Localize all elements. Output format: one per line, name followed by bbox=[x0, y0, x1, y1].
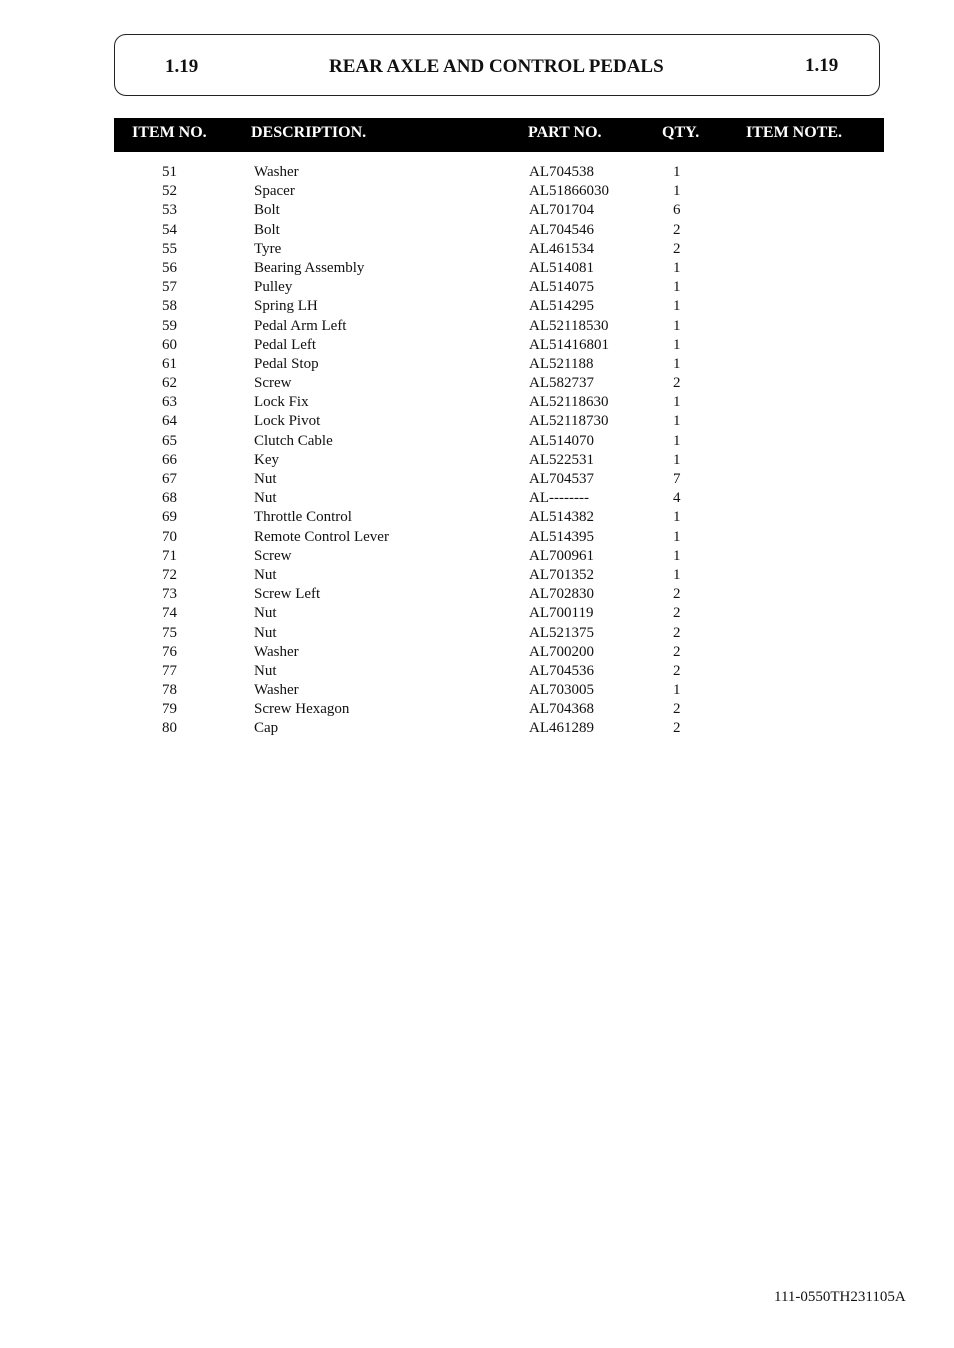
part-number: AL704536 bbox=[529, 662, 594, 679]
part-number: AL700961 bbox=[529, 547, 594, 564]
table-row bbox=[0, 336, 954, 355]
quantity: 1 bbox=[673, 336, 681, 353]
item-number: 65 bbox=[162, 432, 177, 449]
description: Spacer bbox=[254, 183, 295, 200]
quantity: 2 bbox=[673, 701, 681, 718]
item-number: 73 bbox=[162, 586, 177, 603]
item-number: 51 bbox=[162, 164, 177, 180]
part-number: AL51416801 bbox=[529, 336, 609, 353]
quantity: 1 bbox=[673, 279, 681, 296]
table-row bbox=[0, 566, 954, 585]
description: Nut bbox=[254, 662, 277, 679]
table-row bbox=[0, 182, 954, 201]
table-row bbox=[0, 528, 954, 547]
quantity: 2 bbox=[673, 643, 681, 660]
table-row bbox=[0, 719, 954, 738]
part-number: AL582737 bbox=[529, 375, 594, 392]
description: Remote Control Lever bbox=[254, 528, 389, 545]
description: Screw Hexagon bbox=[254, 701, 350, 718]
part-number: AL461289 bbox=[529, 720, 594, 737]
part-number: AL700119 bbox=[529, 605, 594, 622]
part-number: AL522531 bbox=[529, 451, 594, 468]
quantity: 1 bbox=[673, 682, 681, 699]
item-number: 63 bbox=[162, 394, 177, 411]
item-number: 64 bbox=[162, 413, 177, 430]
quantity: 2 bbox=[673, 662, 681, 679]
table-row bbox=[0, 604, 954, 623]
item-number: 71 bbox=[162, 547, 177, 564]
part-number: AL703005 bbox=[529, 682, 594, 699]
description: Washer bbox=[254, 164, 299, 180]
item-number: 55 bbox=[162, 240, 177, 257]
item-number: 77 bbox=[162, 662, 177, 679]
description: Nut bbox=[254, 605, 277, 622]
quantity: 2 bbox=[673, 624, 681, 641]
quantity: 2 bbox=[673, 720, 681, 737]
quantity: 1 bbox=[673, 355, 681, 372]
table-row bbox=[0, 163, 954, 182]
table-row bbox=[0, 278, 954, 297]
description: Nut bbox=[254, 471, 277, 487]
item-number: 61 bbox=[162, 355, 177, 372]
description: Bearing Assembly bbox=[254, 259, 365, 276]
parts-table-header bbox=[114, 118, 884, 152]
quantity: 1 bbox=[673, 259, 681, 276]
table-row bbox=[0, 643, 954, 662]
description: Lock Pivot bbox=[254, 413, 321, 430]
item-number: 52 bbox=[162, 183, 177, 200]
item-number: 75 bbox=[162, 624, 177, 641]
quantity: 1 bbox=[673, 451, 681, 468]
quantity: 1 bbox=[673, 394, 681, 411]
part-number: AL51866030 bbox=[529, 183, 609, 200]
quantity: 1 bbox=[673, 164, 681, 180]
quantity: 2 bbox=[673, 221, 681, 238]
description: Nut bbox=[254, 624, 277, 641]
part-number: AL514395 bbox=[529, 528, 594, 545]
item-number: 74 bbox=[162, 605, 177, 622]
item-number: 60 bbox=[162, 336, 177, 353]
part-number: AL704368 bbox=[529, 701, 594, 718]
table-row bbox=[0, 681, 954, 700]
quantity: 2 bbox=[673, 586, 681, 603]
description: Spring LH bbox=[254, 298, 318, 315]
quantity: 1 bbox=[673, 183, 681, 200]
quantity: 1 bbox=[673, 528, 681, 545]
quantity: 1 bbox=[673, 509, 681, 526]
table-row bbox=[0, 547, 954, 566]
quantity: 7 bbox=[673, 471, 681, 487]
table-row bbox=[0, 700, 954, 719]
item-number: 58 bbox=[162, 298, 177, 315]
quantity: 1 bbox=[673, 298, 681, 315]
quantity: 4 bbox=[673, 490, 681, 507]
part-number: AL514081 bbox=[529, 259, 594, 276]
part-number: AL702830 bbox=[529, 586, 594, 603]
part-number: AL52118530 bbox=[529, 317, 609, 334]
table-row bbox=[0, 393, 954, 412]
part-number: AL-------- bbox=[529, 490, 589, 507]
quantity: 1 bbox=[673, 566, 681, 583]
quantity: 1 bbox=[673, 432, 681, 449]
quantity: 6 bbox=[673, 202, 681, 219]
part-number: AL461534 bbox=[529, 240, 594, 257]
description: Screw Left bbox=[254, 586, 321, 603]
table-row bbox=[0, 297, 954, 316]
quantity: 1 bbox=[673, 413, 681, 430]
quantity: 2 bbox=[673, 375, 681, 392]
part-number: AL701352 bbox=[529, 566, 594, 583]
quantity: 2 bbox=[673, 605, 681, 622]
column-header-item-note: ITEM NOTE. bbox=[746, 124, 843, 141]
description: Pulley bbox=[254, 279, 293, 296]
column-header-qty: QTY. bbox=[662, 124, 700, 141]
item-number: 69 bbox=[162, 509, 177, 526]
item-number: 76 bbox=[162, 643, 177, 660]
description: Washer bbox=[254, 643, 299, 660]
column-header-part-no: PART NO. bbox=[528, 124, 602, 141]
description: Nut bbox=[254, 490, 277, 507]
part-number: AL514070 bbox=[529, 432, 594, 449]
column-header-description: DESCRIPTION. bbox=[251, 124, 367, 141]
description: Clutch Cable bbox=[254, 432, 333, 449]
description: Bolt bbox=[254, 202, 280, 219]
part-number: AL521375 bbox=[529, 624, 594, 641]
part-number: AL514295 bbox=[529, 298, 594, 315]
table-row bbox=[0, 221, 954, 240]
quantity: 1 bbox=[673, 547, 681, 564]
description: Throttle Control bbox=[254, 509, 352, 526]
part-number: AL704537 bbox=[529, 471, 594, 487]
table-row bbox=[0, 259, 954, 278]
page-title: REAR AXLE AND CONTROL PEDALS bbox=[329, 56, 664, 77]
table-row bbox=[0, 240, 954, 259]
description: Bolt bbox=[254, 221, 280, 238]
part-number: AL700200 bbox=[529, 643, 594, 660]
column-header-item-no: ITEM NO. bbox=[132, 124, 207, 141]
description: Nut bbox=[254, 566, 277, 583]
part-number: AL52118730 bbox=[529, 413, 609, 430]
description: Screw bbox=[254, 375, 292, 392]
item-number: 56 bbox=[162, 259, 177, 276]
table-row bbox=[0, 451, 954, 470]
part-number: AL514075 bbox=[529, 279, 594, 296]
description: Tyre bbox=[254, 240, 282, 257]
item-number: 80 bbox=[162, 720, 177, 737]
table-row bbox=[0, 355, 954, 374]
table-row bbox=[0, 412, 954, 431]
parts-table-body bbox=[0, 163, 954, 739]
part-number: AL704546 bbox=[529, 221, 594, 238]
part-number: AL701704 bbox=[529, 202, 594, 219]
description: Pedal Stop bbox=[254, 355, 319, 372]
part-number: AL52118630 bbox=[529, 394, 609, 411]
item-number: 79 bbox=[162, 701, 177, 718]
quantity: 1 bbox=[673, 317, 681, 334]
part-number: AL704538 bbox=[529, 164, 594, 180]
table-row bbox=[0, 662, 954, 681]
table-row bbox=[0, 624, 954, 643]
description: Pedal Arm Left bbox=[254, 317, 347, 334]
part-number: AL521188 bbox=[529, 355, 594, 372]
table-row bbox=[0, 201, 954, 220]
item-number: 68 bbox=[162, 490, 177, 507]
table-row bbox=[0, 489, 954, 508]
table-row bbox=[0, 508, 954, 527]
item-number: 53 bbox=[162, 202, 177, 219]
description: Cap bbox=[254, 720, 279, 737]
table-row bbox=[0, 470, 954, 489]
item-number: 70 bbox=[162, 528, 177, 545]
table-row bbox=[0, 317, 954, 336]
description: Pedal Left bbox=[254, 336, 317, 353]
document-code: 111-0550TH231105A bbox=[774, 1289, 906, 1305]
table-row bbox=[0, 374, 954, 393]
item-number: 72 bbox=[162, 566, 177, 583]
section-title-box bbox=[114, 34, 880, 96]
quantity: 2 bbox=[673, 240, 681, 257]
section-number-left: 1.19 bbox=[165, 56, 199, 77]
description: Washer bbox=[254, 682, 299, 699]
description: Lock Fix bbox=[254, 394, 309, 411]
item-number: 62 bbox=[162, 375, 177, 392]
table-row bbox=[0, 432, 954, 451]
description: Key bbox=[254, 451, 279, 468]
section-number-right: 1.19 bbox=[805, 55, 839, 76]
item-number: 57 bbox=[162, 279, 177, 296]
item-number: 66 bbox=[162, 451, 177, 468]
item-number: 59 bbox=[162, 317, 177, 334]
item-number: 54 bbox=[162, 221, 177, 238]
item-number: 67 bbox=[162, 471, 177, 487]
part-number: AL514382 bbox=[529, 509, 594, 526]
table-row bbox=[0, 585, 954, 604]
description: Screw bbox=[254, 547, 292, 564]
item-number: 78 bbox=[162, 682, 177, 699]
